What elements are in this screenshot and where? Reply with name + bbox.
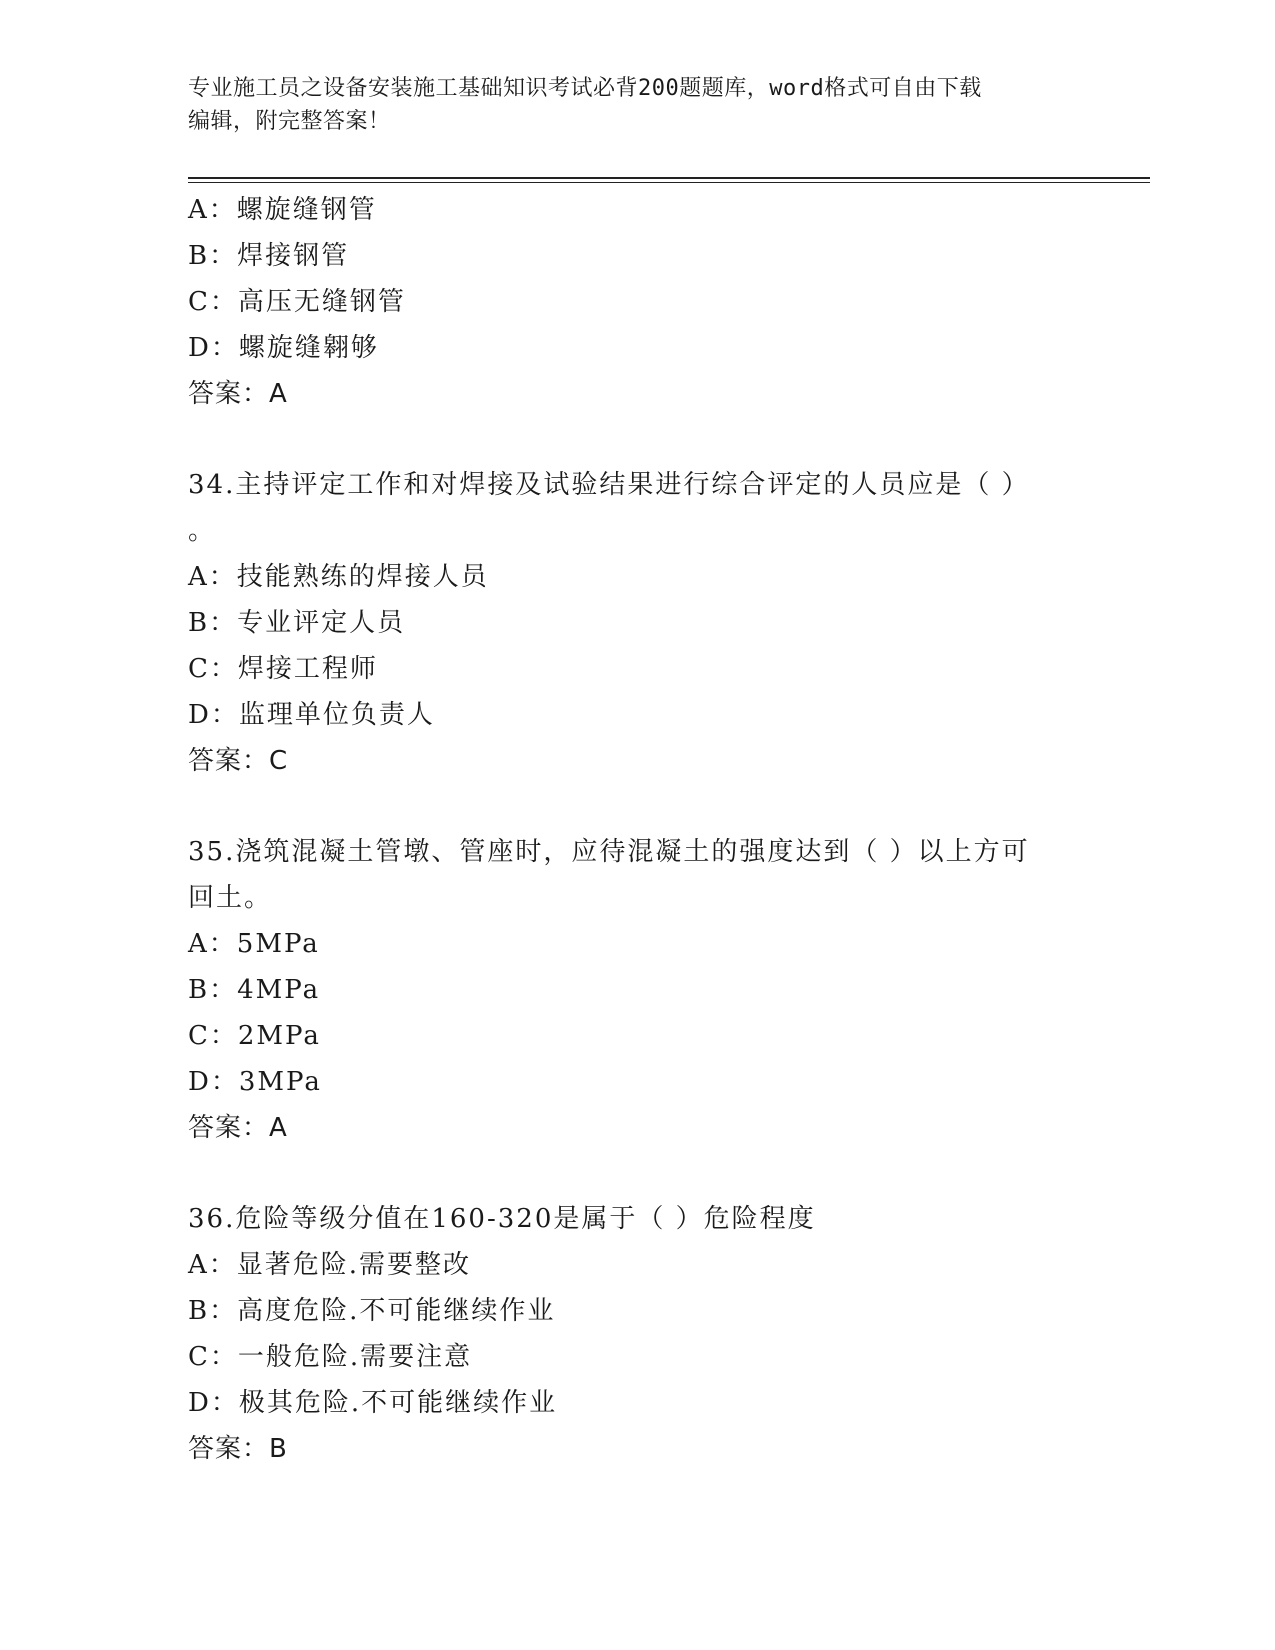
q34-option-d: D：监理单位负责人 <box>188 700 435 730</box>
q34-option-a: A：技能熟练的焊接人员 <box>188 562 489 592</box>
q33-option-a: A：螺旋缝钢管 <box>188 195 377 225</box>
header-title-line-1: 专业施工员之设备安装施工基础知识考试必背200题题库，word格式可自由下载 <box>188 76 982 101</box>
spacer <box>188 417 1088 462</box>
q36-option-b: B：高度危险.不可能继续作业 <box>188 1296 556 1326</box>
q35-option-b: B：4MPa <box>188 975 321 1005</box>
q35-option-c: C：2MPa <box>188 1021 321 1051</box>
q33-option-b: B：焊接钢管 <box>188 241 350 271</box>
question-34 <box>188 462 1088 784</box>
header-title-line-2: 编辑，附完整答案！ <box>188 109 391 134</box>
spacer <box>188 784 1088 829</box>
q34-option-b: B：专业评定人员 <box>188 608 406 638</box>
q33-option-d: D：螺旋缝翱够 <box>188 333 379 363</box>
question-36 <box>188 1196 1088 1472</box>
q34-stem-line-1: 34.主持评定工作和对焊接及试验结果进行综合评定的人员应是（ ） <box>188 470 1030 500</box>
header-divider-thick <box>188 177 1150 179</box>
q36-option-c: C：一般危险.需要注意 <box>188 1342 473 1372</box>
q33-option-c: C：高压无缝钢管 <box>188 287 406 317</box>
q33-answer: 答案：A <box>188 379 288 409</box>
q35-stem-line-1: 35.浇筑混凝土管墩、管座时，应待混凝土的强度达到（ ）以上方可 <box>188 837 1030 867</box>
question-list <box>188 187 1088 1472</box>
q35-answer: 答案：A <box>188 1113 288 1143</box>
question-33 <box>188 187 1088 417</box>
q35-option-d: D：3MPa <box>188 1067 322 1097</box>
document-header <box>188 72 1068 138</box>
question-35 <box>188 829 1088 1151</box>
q36-stem-line-1: 36.危险等级分值在160-320是属于（ ）危险程度 <box>188 1204 816 1234</box>
q36-answer: 答案：B <box>188 1434 288 1464</box>
q35-option-a: A：5MPa <box>188 929 320 959</box>
spacer <box>188 1151 1088 1196</box>
q34-option-c: C：焊接工程师 <box>188 654 378 684</box>
q36-option-d: D：极其危险.不可能继续作业 <box>188 1388 558 1418</box>
q35-stem-line-2: 回土。 <box>188 883 273 913</box>
q34-stem-line-2: 。 <box>188 516 217 546</box>
q36-option-a: A：显著危险.需要整改 <box>188 1250 472 1280</box>
q34-answer: 答案：C <box>188 746 289 776</box>
header-divider-thin <box>188 182 1150 183</box>
